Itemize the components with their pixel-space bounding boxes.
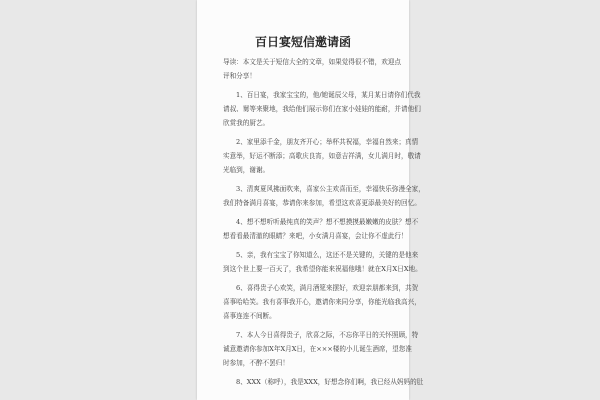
paragraph-item-1	[223, 88, 421, 130]
text-line: 欣赏我的厨艺。	[223, 119, 270, 127]
paragraph-item-2	[223, 135, 421, 177]
text-line: 诚意邀请你参加X年X月X日，在×××楼的小儿诞生酒席，望您准	[223, 345, 412, 353]
text-line: 评和分享！	[223, 72, 256, 80]
document-body	[223, 55, 425, 389]
paragraph-item-5	[223, 248, 422, 276]
paragraph-item-3	[223, 182, 425, 210]
paragraph-item-6	[223, 281, 421, 323]
text-line: 实意举，好运不断添；高歌庆良宵，如意吉祥满，女儿满月时，敬请	[223, 152, 421, 160]
text-line: 1、百日宴，我家宝宝的，他/她诞辰父母，某月某日请你们代我	[236, 91, 421, 99]
text-line: 3、清爽夏风拂面吹来，喜家公主欢喜而至，幸福快乐弥漫全家，	[236, 185, 425, 193]
paragraph-item-4	[223, 215, 419, 243]
text-line: 喜事哈哈笑。我有喜事我开心，邀请你来同分享，你能光临我高兴，	[223, 298, 421, 306]
text-line: 我们特备满月喜宴，恭请你来参加，希望这欢喜更添最美好的回忆。	[223, 199, 421, 207]
text-line: 8、XXX（称呼），我是XXX，好想念你们啊，我已经从妈妈的肚	[236, 378, 424, 386]
text-line: 喜事连连不间断。	[223, 312, 276, 320]
text-line: 6、喜得贵子心欢笑，满月酒筵来摆好，欢迎亲朋都来到，共贺	[236, 284, 419, 292]
text-line: 5、亲，我有宝宝了你知道么，这还不是关键的，关键的是他来	[236, 251, 419, 259]
text-line: 2、家里添千金，朋友齐开心；举杯共祝福，幸福自然来；真情	[236, 138, 419, 146]
text-line: 光临到，谢谢。	[223, 166, 270, 174]
text-line: 4、想不想听听最纯真的笑声？想不想摸摸最嫩嫩的皮肤？想不	[236, 218, 419, 226]
paragraph-item-8	[223, 375, 424, 389]
text-line: 到这个世上要一百天了，我希望你能来祝福他哦！就在X月X日X地。	[223, 265, 422, 273]
document-title: 百日宴短信邀请函	[254, 35, 351, 49]
text-line: 导读：本文是关于短信大全的文章，如果觉得很不错，欢迎点	[223, 58, 402, 66]
text-line: 时参加，不醉不罢归！	[223, 359, 289, 367]
intro-paragraph	[223, 55, 402, 83]
text-line: 7、本人今日喜得贵子，欣喜之际，不忘你平日的关怀照顾，特	[236, 331, 419, 339]
document-page	[197, 0, 425, 400]
text-line: 想看看最清澈的眼睛？来吧，小女满月喜宴，会让你不虚此行！	[223, 232, 408, 240]
paragraph-item-7	[223, 328, 419, 370]
text-line: 请叔、舅等来聚地，我给他们展示你们在家小娃娃的能耐，并请他们	[223, 105, 421, 113]
